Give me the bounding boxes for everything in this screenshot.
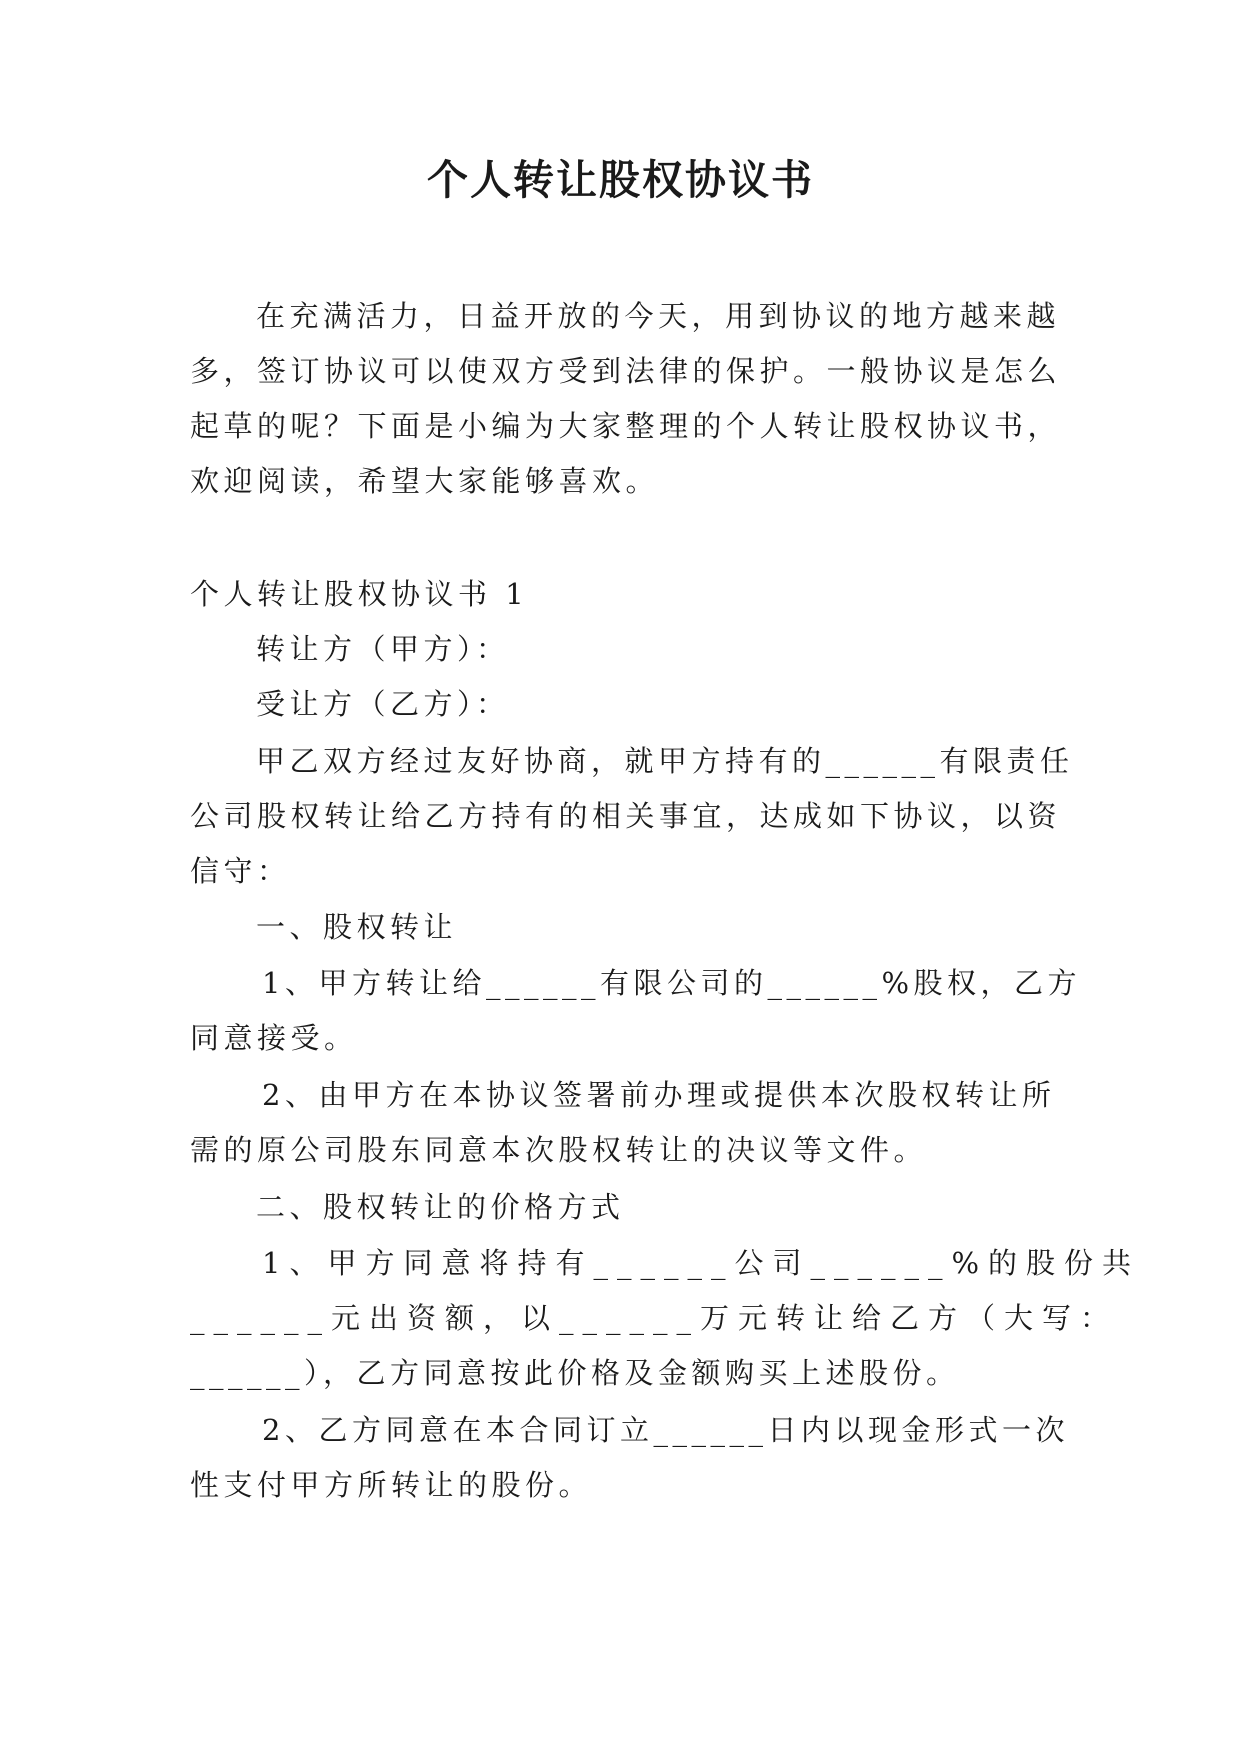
intro-line: 起草的呢？下面是小编为大家整理的个人转让股权协议书， xyxy=(190,409,1062,443)
preamble-line: 信守： xyxy=(190,854,291,888)
agreement-heading: 个人转让股权协议书 1 xyxy=(190,577,529,611)
section-2-item-1-line: 1、甲方同意将持有______公司______%的股份共 xyxy=(262,1246,1141,1280)
intro-line: 多，签订协议可以使双方受到法律的保护。一般协议是怎么 xyxy=(190,354,1062,388)
section-2-item-2-line: 2、乙方同意在本合同订立______日内以现金形式一次 xyxy=(262,1413,1069,1447)
section-1-item-2-line: 2、由甲方在本协议签署前办理或提供本次股权转让所 xyxy=(262,1078,1056,1112)
section-2-item-1-line: ______元出资额，以______万元转让给乙方（大写： xyxy=(190,1301,1119,1335)
transferee-label: 受让方（乙方）： xyxy=(256,687,510,721)
transferor-label: 转让方（甲方）： xyxy=(256,632,510,666)
section-1-item-2-line: 需的原公司股东同意本次股权转让的决议等文件。 xyxy=(190,1133,928,1167)
section-1-heading: 一、股权转让 xyxy=(256,910,458,944)
intro-line: 欢迎阅读，希望大家能够喜欢。 xyxy=(190,464,660,498)
section-2-item-1-line: ______），乙方同意按此价格及金额购买上述股份。 xyxy=(190,1356,960,1390)
intro-line: 在充满活力，日益开放的今天，用到协议的地方越来越 xyxy=(256,299,1061,333)
preamble-line: 公司股权转让给乙方持有的相关事宜，达成如下协议，以资 xyxy=(190,799,1062,833)
section-2-item-2-line: 性支付甲方所转让的股份。 xyxy=(190,1468,593,1502)
preamble-line: 甲乙双方经过友好协商，就甲方持有的______有限责任 xyxy=(256,744,1074,778)
section-1-item-1-line: 1、甲方转让给______有限公司的______%股权，乙方 xyxy=(262,966,1082,1000)
document-title: 个人转让股权协议书 xyxy=(427,156,814,204)
section-2-heading: 二、股权转让的价格方式 xyxy=(256,1190,625,1224)
section-1-item-1-line: 同意接受。 xyxy=(190,1021,358,1055)
